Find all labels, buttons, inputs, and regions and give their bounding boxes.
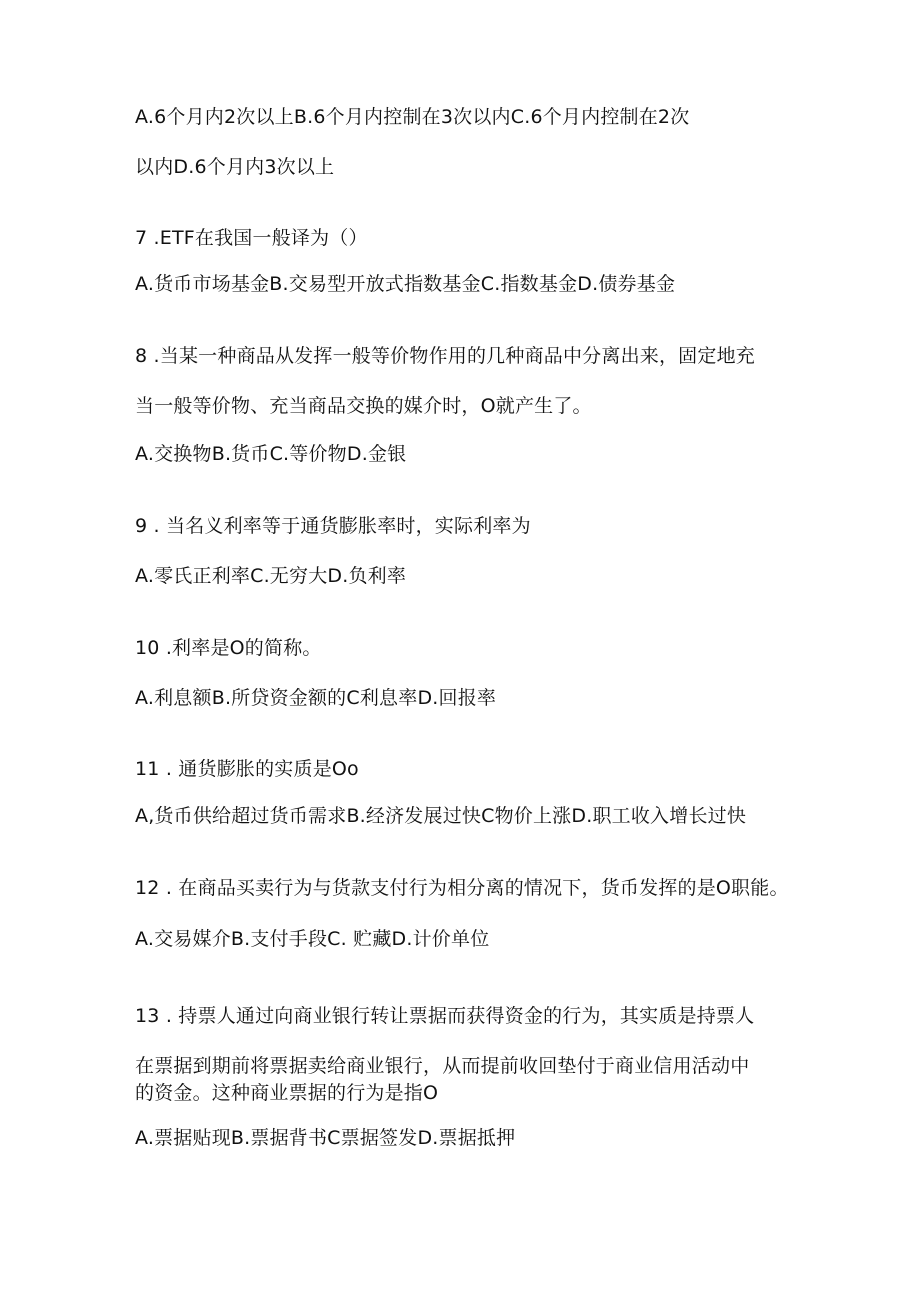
q10-question: 10 .利率是O的简称。: [135, 637, 322, 659]
q11-question: 11 . 通货膨胀的实质是Oo: [135, 758, 359, 780]
q13-question-line1: 13 . 持票人通过向商业银行转让票据而获得资金的行为，其实质是持票人: [135, 1005, 755, 1027]
q9-options: A.零氏正利率C.无穷大D.负利率: [135, 565, 407, 587]
q6-options-line2: 以内D.6个月内3次以上: [135, 156, 335, 178]
q12-question: 12 . 在商品买卖行为与货款支付行为相分离的情况下，货币发挥的是O职能。: [135, 877, 789, 899]
q8-options: A.交换物B.货币C.等价物D.金银: [135, 443, 407, 465]
q8-question-line2: 当一般等价物、充当商品交换的媒介时，O就产生了。: [135, 395, 592, 417]
q10-options: A.利息额B.所贷资金额的C利息率D.回报率: [135, 687, 497, 709]
q13-options: A.票据贴现B.票据背书C票据签发D.票据抵押: [135, 1127, 516, 1149]
q13-question-line3: 的资金。这种商业票据的行为是指O: [135, 1082, 439, 1104]
q7-options: A.货币市场基金B.交易型开放式指数基金C.指数基金D.债券基金: [135, 273, 676, 295]
q12-options: A.交易媒介B.支付手段C. 贮藏D.计价单位: [135, 928, 490, 950]
q6-options-line1: A.6个月内2次以上B.6个月内控制在3次以内C.6个月内控制在2次: [135, 106, 690, 128]
q7-question: 7 .ETF在我国一般译为（）: [135, 227, 368, 249]
q13-question-line2: 在票据到期前将票据卖给商业银行，从而提前收回垫付于商业信用活动中: [135, 1055, 750, 1077]
q9-question: 9 . 当名义利率等于通货膨胀率时，实际利率为: [135, 515, 531, 537]
q11-options: A,货币供给超过货币需求B.经济发展过快C物价上涨D.职工收入增长过快: [135, 805, 747, 827]
q8-question-line1: 8 .当某一种商品从发挥一般等价物作用的几种商品中分离出来，固定地充: [135, 345, 755, 367]
